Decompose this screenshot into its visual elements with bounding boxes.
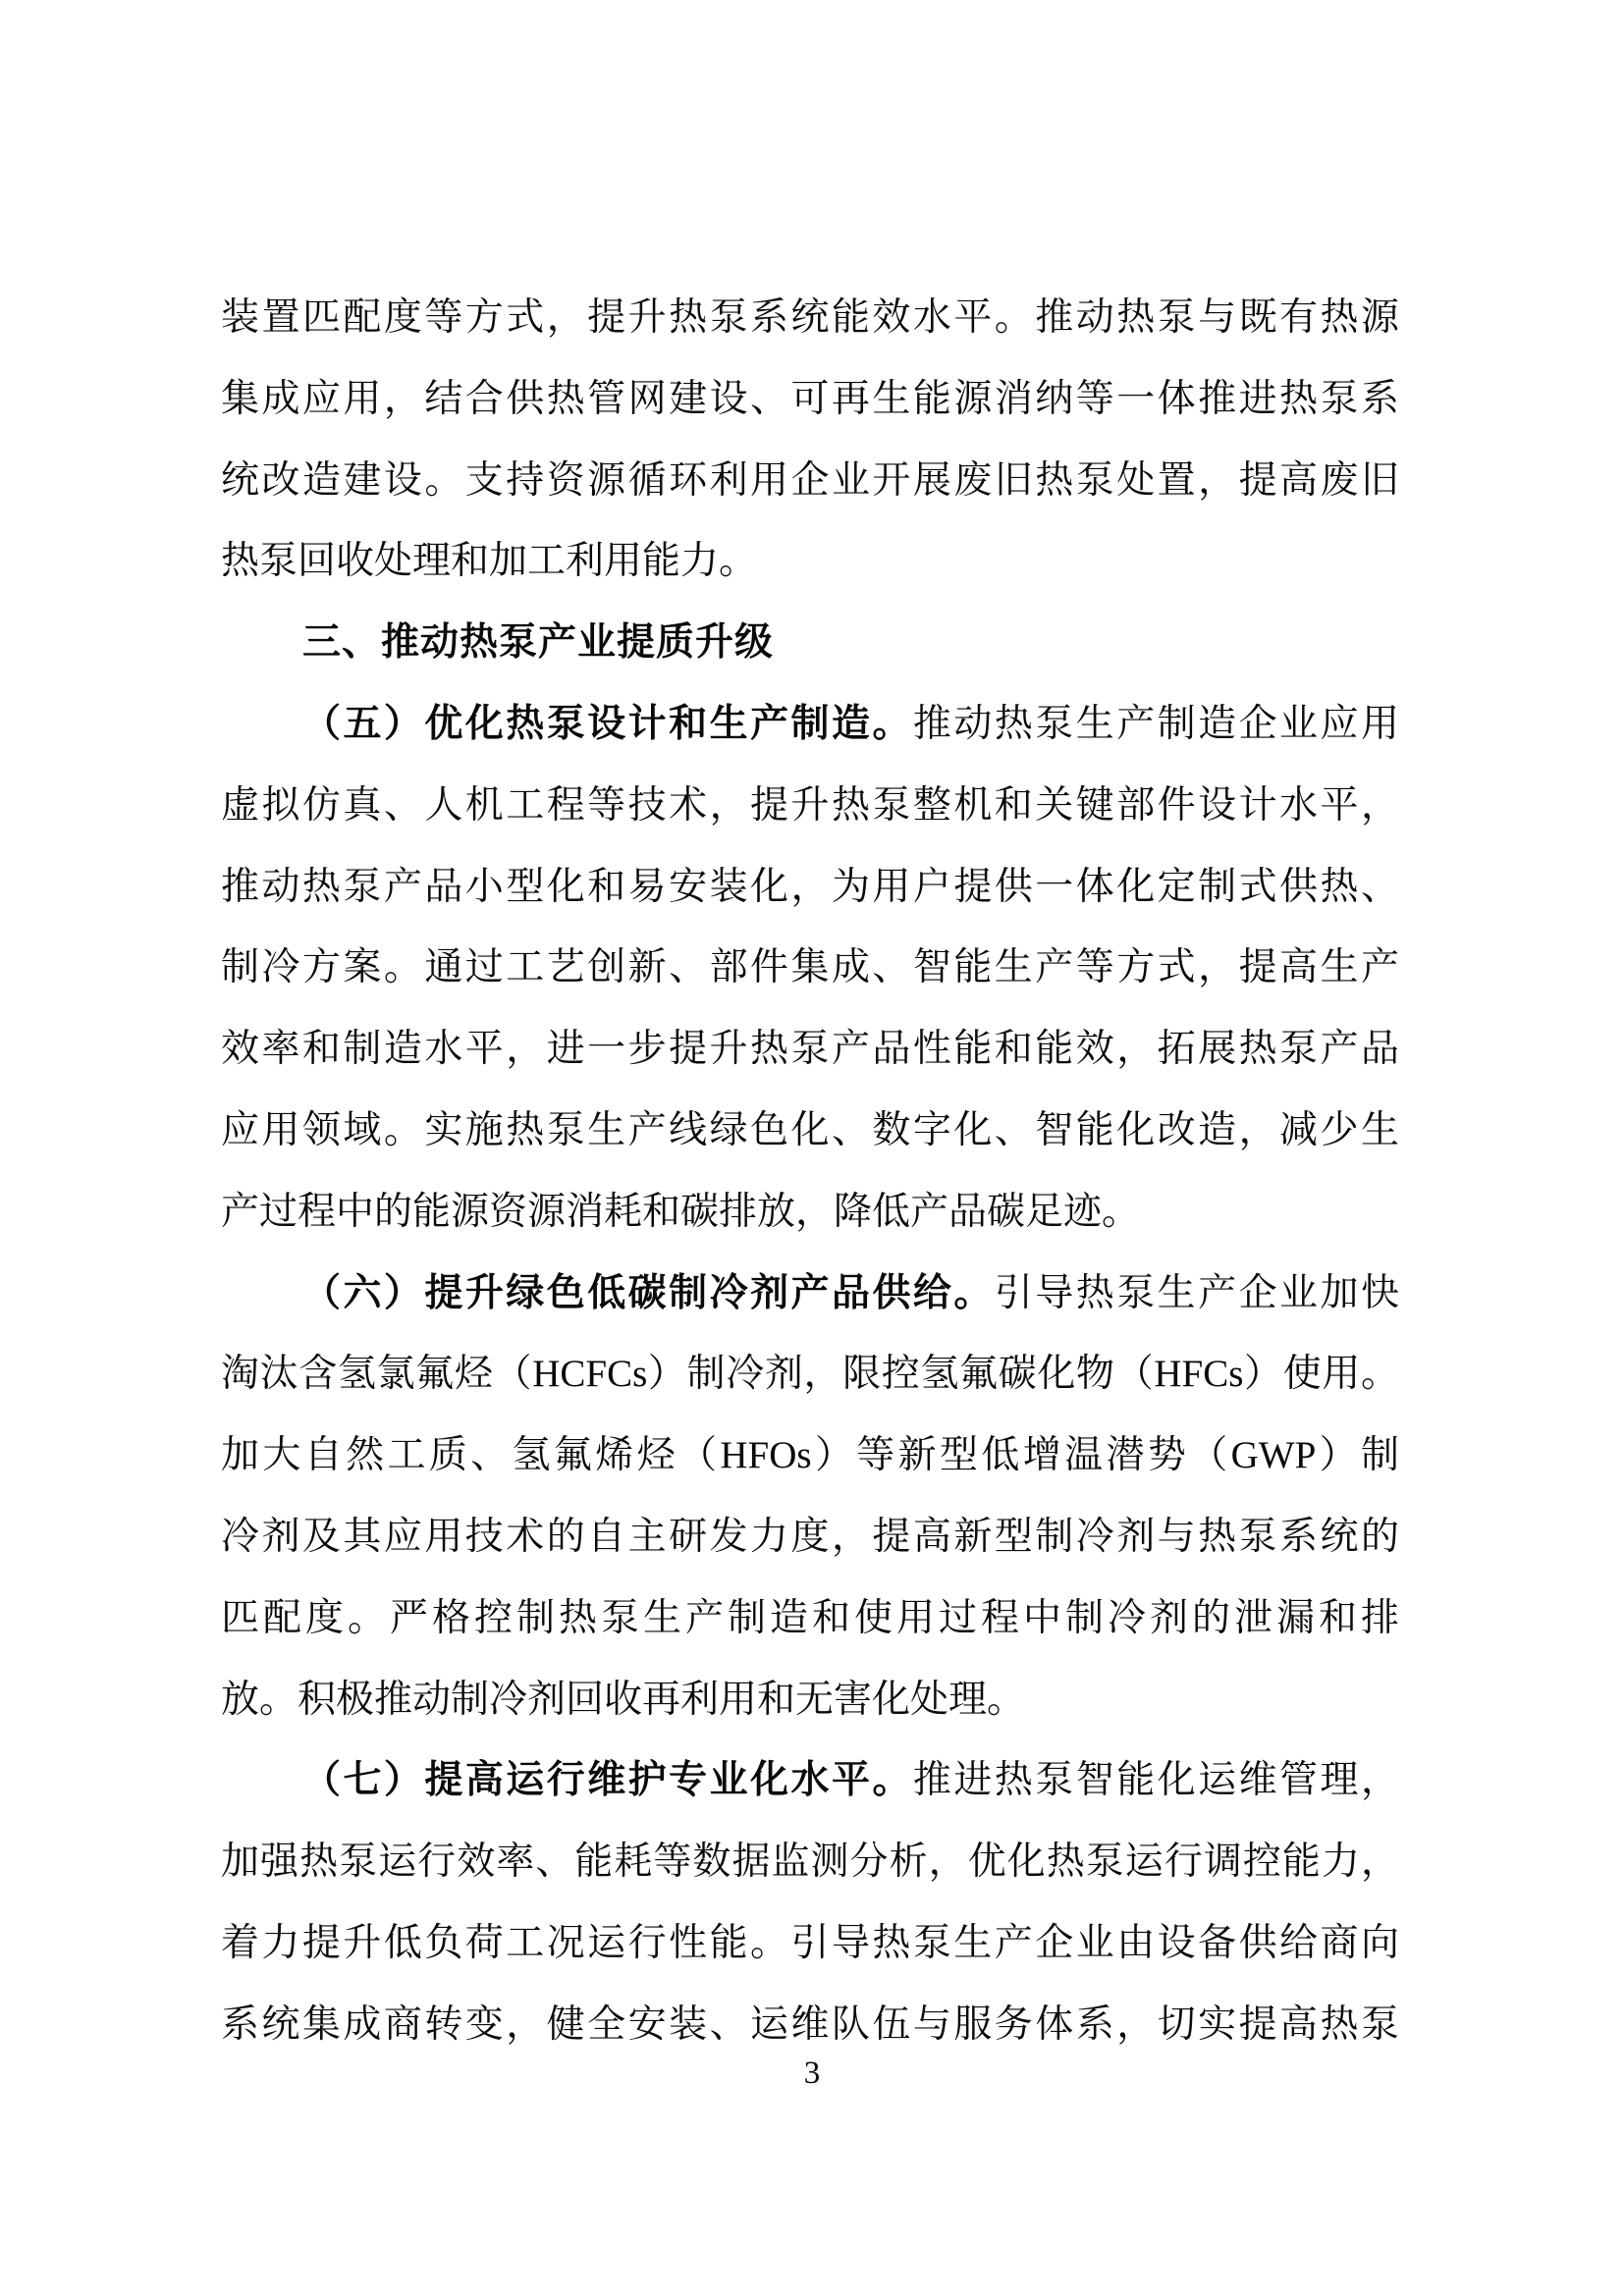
line-text: 系统集成商转变，健全安装、运维队伍与服务体系，切实提高热泵 [221,2002,1399,2046]
text-line [221,1009,1399,1091]
line-text: 装置匹配度等方式，提升热泵系统能效水平。推动热泵与既有热源 [221,296,1399,339]
line-text: 冷剂及其应用技术的自主研发力度，提高新型制冷剂与热泵系统的 [221,1515,1399,1558]
text-line [221,847,1399,929]
paragraph-lead-bold: （五）优化热泵设计和生产制造。 [302,702,913,745]
line-text: 热泵回收处理和加工利用能力。 [221,540,758,583]
text-line [221,441,1399,522]
text-line [221,1822,1399,1903]
line-text: 加大自然工质、氢氟烯烃（HFOs）等新型低增温潜势（GWP）制 [221,1434,1399,1477]
section-heading-text: 三、推动热泵产业提质升级 [302,621,775,665]
line-text: 产过程中的能源资源消耗和碳排放，降低产品碳足迹。 [221,1190,1141,1233]
line-text: 匹配度。严格控制热泵生产制造和使用过程中制冷剂的泄漏和排 [221,1596,1399,1639]
text-line [221,1254,1399,1335]
line-text: 虚拟仿真、人机工程等技术，提升热泵整机和关键部件设计水平， [221,783,1399,827]
text-line [221,1985,1399,2066]
text-line [221,766,1399,847]
text-line [221,928,1399,1009]
text-line [221,1660,1399,1741]
line-text: 加强热泵运行效率、能耗等数据监测分析，优化热泵运行调控能力， [221,1841,1399,1884]
text-line [221,1578,1399,1660]
paragraph-lead-bold: （六）提升绿色低碳制冷剂产品供给。 [302,1271,995,1314]
text-line [221,521,1399,603]
line-text: 应用领域。实施热泵生产线绿色化、数字化、智能化改造，减少生 [221,1108,1399,1151]
paragraph-lead-bold: （七）提高运行维护专业化水平。 [302,1759,913,1802]
text-line [221,1497,1399,1578]
text-line [221,278,1399,359]
text-line [221,1172,1399,1254]
line-text: 统改造建设。支持资源循环利用企业开展废旧热泵处置，提高废旧 [221,458,1399,502]
line-text: 引导热泵生产企业加快 [994,1271,1399,1314]
document-body [221,278,1399,2066]
line-text: 推进热泵智能化运维管理， [912,1759,1399,1802]
section-heading [221,603,1399,684]
text-line [221,1415,1399,1497]
text-line [221,1903,1399,1985]
line-text: 制冷方案。通过工艺创新、部件集成、智能生产等方式，提高生产 [221,946,1399,989]
text-line [221,359,1399,441]
line-text: 着力提升低负荷工况运行性能。引导热泵生产企业由设备供给商向 [221,1921,1399,1964]
text-line [221,1091,1399,1172]
line-text: 集成应用，结合供热管网建设、可再生能源消纳等一体推进热泵系 [221,377,1399,420]
text-line [221,1334,1399,1415]
text-line [221,1740,1399,1822]
line-text: 推动热泵产品小型化和易安装化，为用户提供一体化定制式供热、 [221,865,1399,908]
line-text: 推动热泵生产制造企业应用 [912,702,1399,745]
line-text: 淘汰含氢氯氟烃（HCFCs）制冷剂，限控氢氟碳化物（HFCs）使用。 [221,1353,1399,1396]
page-number: 3 [803,2056,821,2091]
line-text: 效率和制造水平，进一步提升热泵产品性能和能效，拓展热泵产品 [221,1028,1399,1071]
line-text: 放。积极推动制冷剂回收再利用和无害化处理。 [221,1678,1026,1721]
text-line [221,684,1399,766]
